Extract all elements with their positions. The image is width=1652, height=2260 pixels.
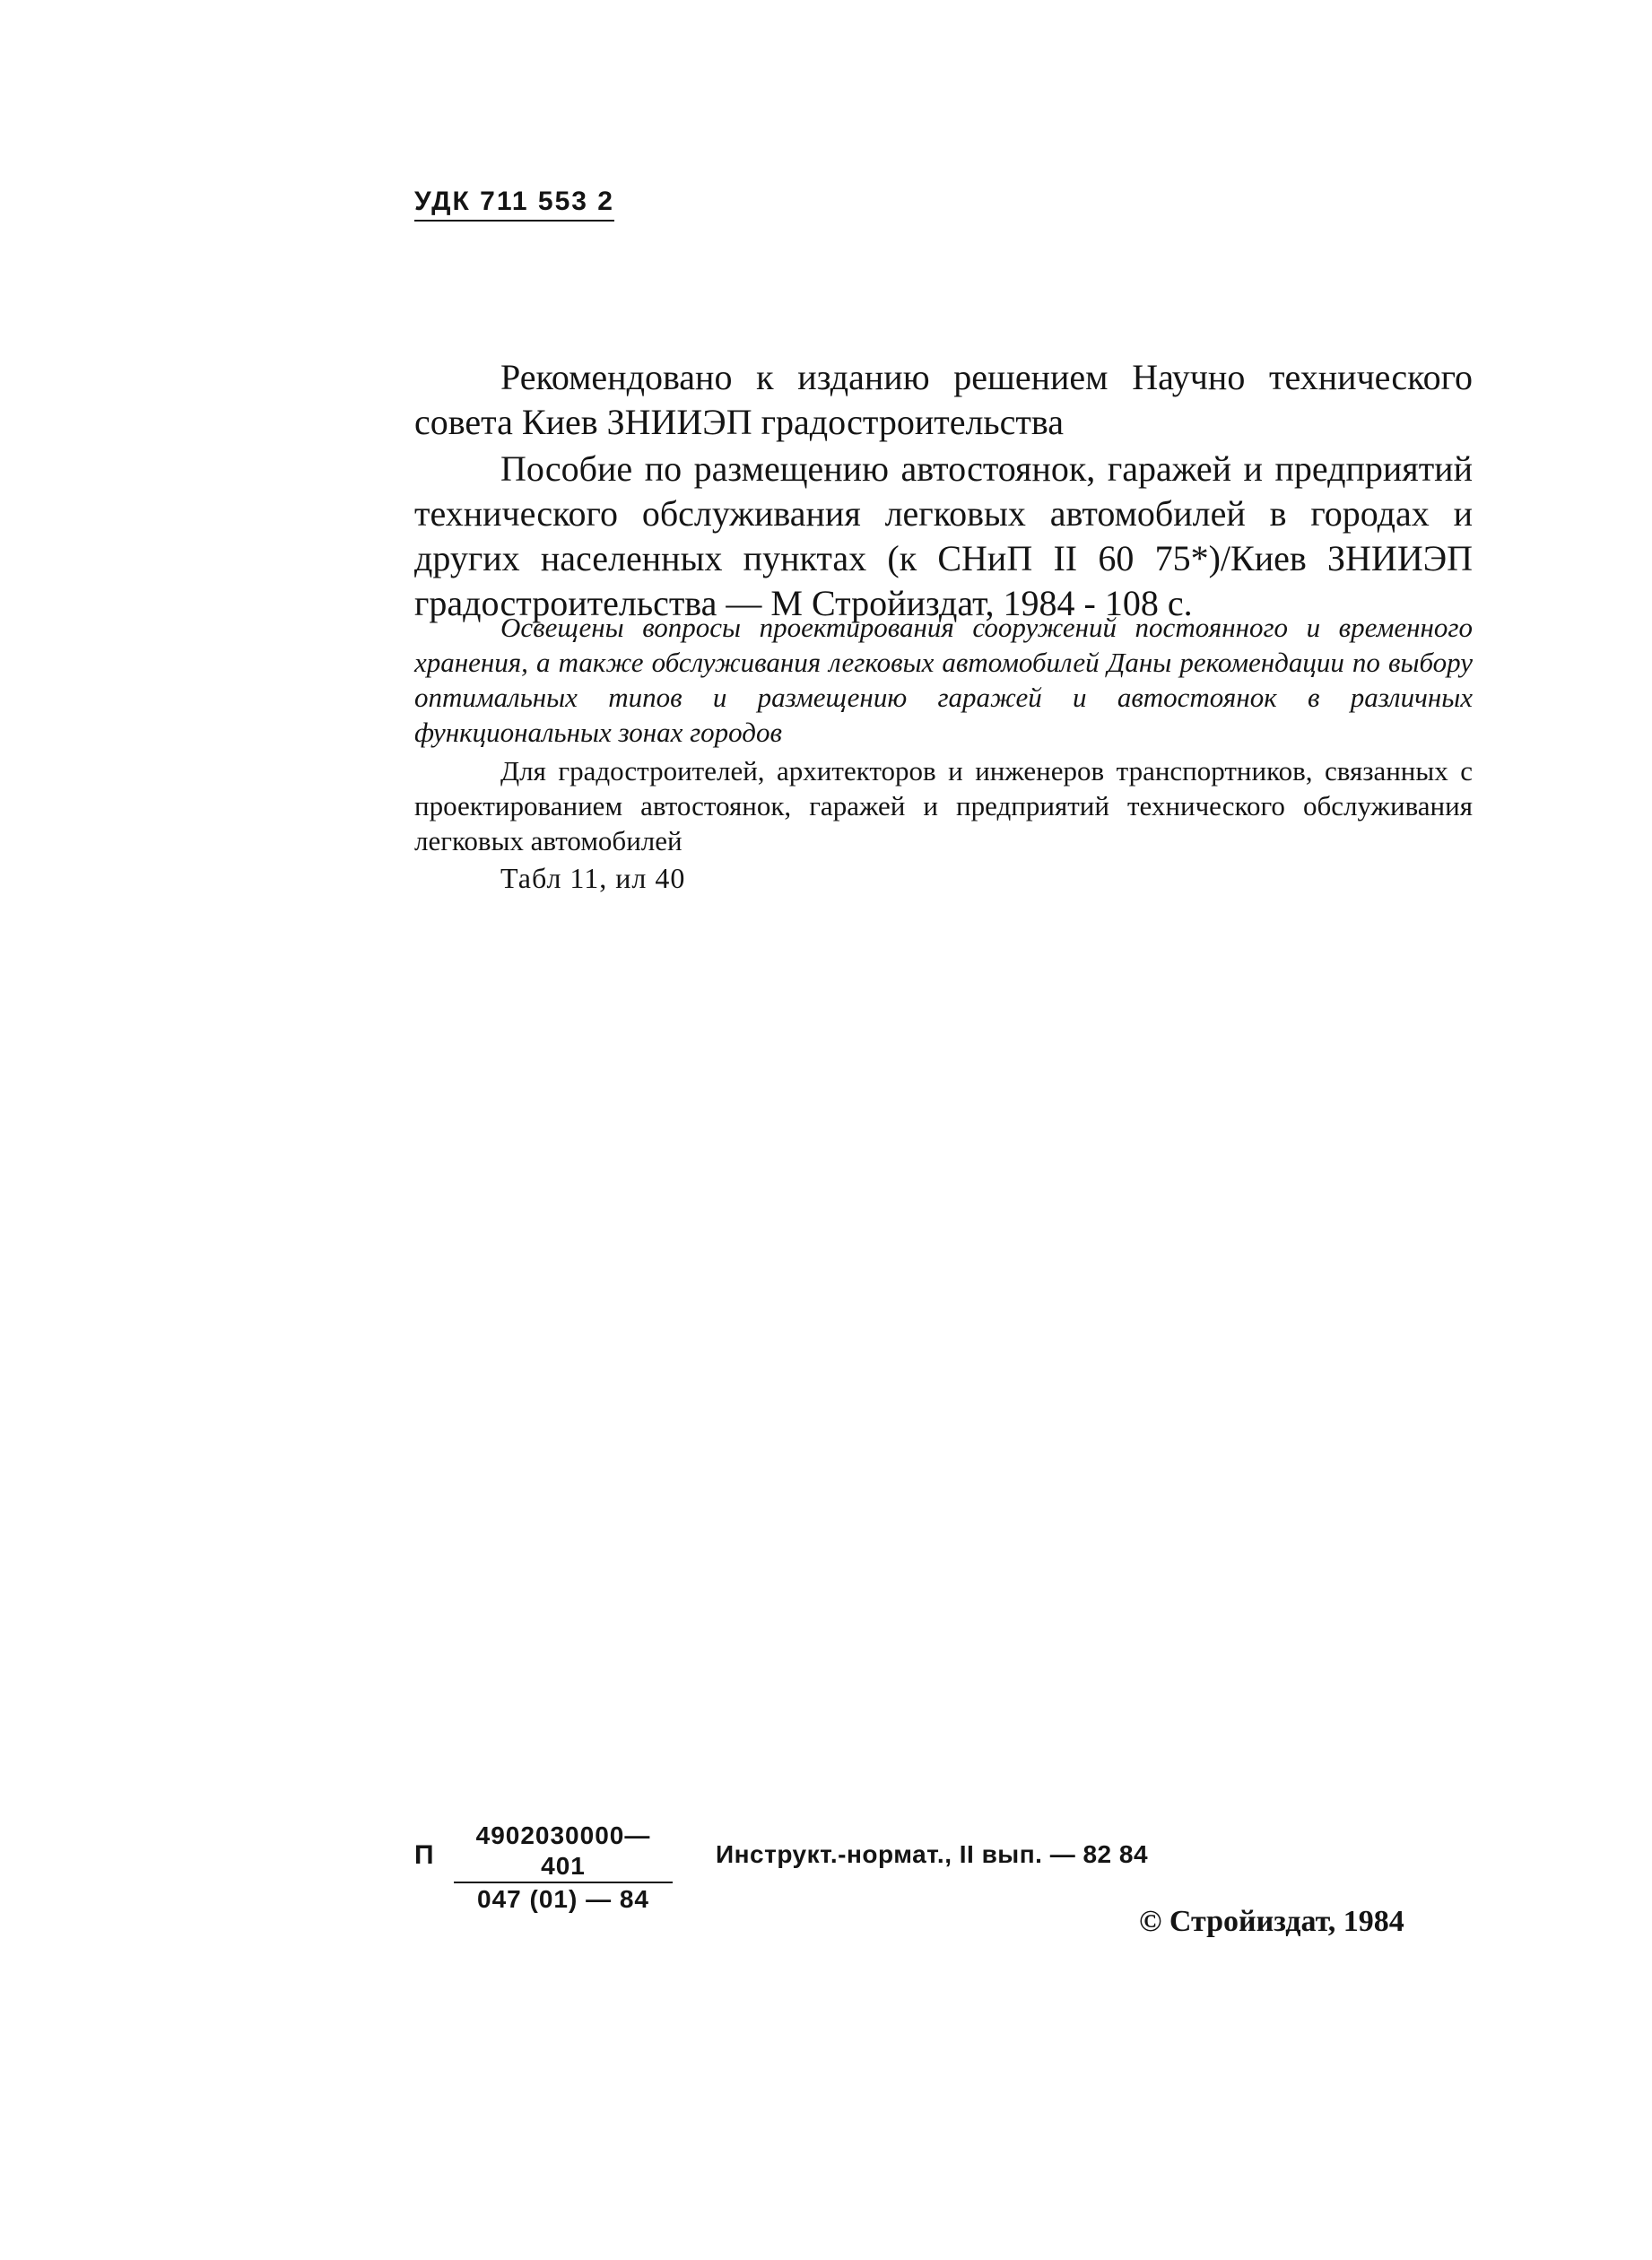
index-fraction <box>454 1821 673 1916</box>
index-note: Инструкт.-нормат., II вып. — 82 84 <box>716 1840 1149 1868</box>
audience-note: Для градостроителей, архитекторов и инженеров транспортников, связанных с проектированием автостоянок, гаражей и предприятий технического обслуживания легковых автомобилей <box>414 755 1473 856</box>
index-numerator: 4902030000—401 <box>454 1821 673 1883</box>
main-text-block <box>414 355 1473 626</box>
copyright-line: © Стройиздат, 1984 <box>1139 1905 1404 1938</box>
index-denominator: 047 (01) — 84 <box>477 1885 649 1913</box>
udc-code: УДК 711 553 2 <box>414 187 614 222</box>
annotation-block <box>414 610 1473 896</box>
tables-illustrations-count: Табл 11, ил 40 <box>500 862 686 894</box>
annotation-text: Освещены вопросы проектирования сооружений постоянного и временного хранения, а также обслуживания легковых автомобилей Даны рекомендации по выбору оптимальных типов и размещению гаражей и автостоянок в различных функциональных зонах городов <box>414 612 1473 748</box>
index-letter: П <box>414 1840 434 1870</box>
recommendation-note: Рекомендовано к изданию решением Научно технического совета Киев ЗНИИЭП градостроительства <box>414 357 1473 442</box>
bibliographic-description: Пособие по размещению автостоянок, гаражей и предприятий технического обслуживания легковых автомобилей в городах и других населенных пунктах (к СНиП II 60 75*)/Киев ЗНИИЭП градостроительства — М Стройиздат, 1984 - 108 с. <box>414 448 1473 623</box>
